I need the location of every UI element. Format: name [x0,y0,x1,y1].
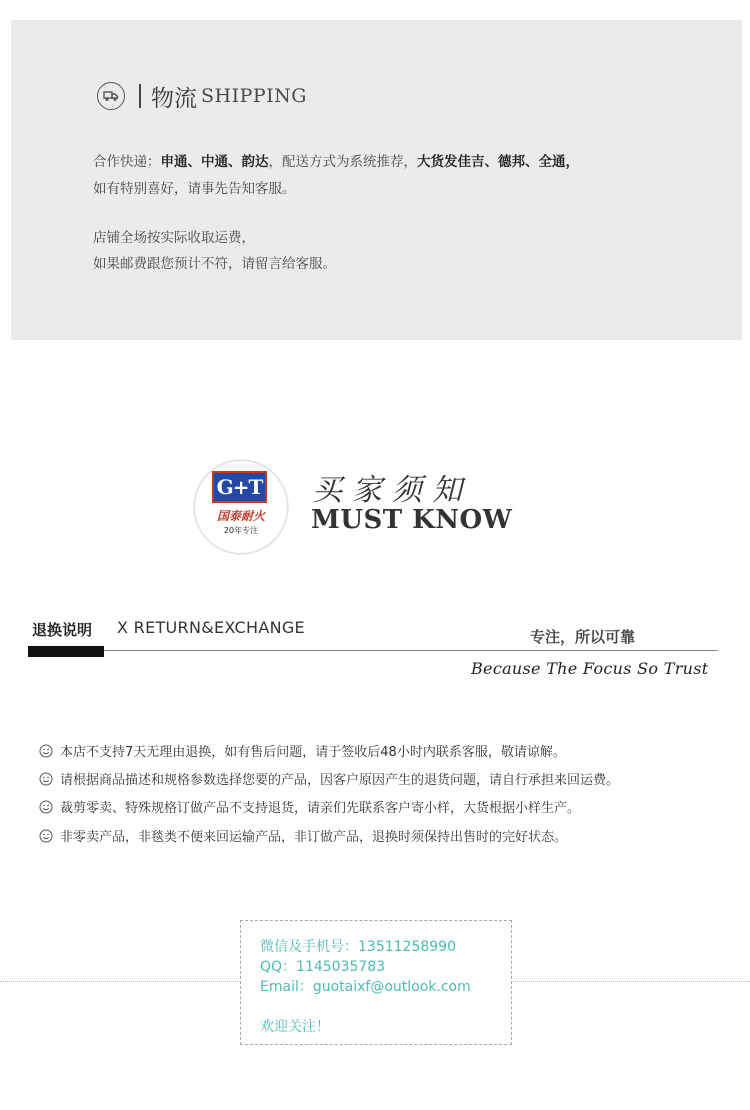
must-know-title-cn: 买家须知 [312,473,472,508]
smile-icon [39,744,53,758]
contact-email[interactable]: Email：guotaixf@outlook.com [260,979,471,995]
couriers-list: 申通、中通、韵达 [160,154,269,170]
truck-icon [97,82,125,110]
contact-wechat-phone[interactable]: 微信及手机号：13511258990 [260,939,456,955]
logo-brand-name: 国泰耐火 [216,509,265,523]
return-rule-text: 请根据商品描述和规格参数选择您要的产品，因客户原因产生的退货问题，请自行承担来回运费。 [60,773,620,788]
section-accent-bar [28,646,104,657]
return-rule [39,826,567,845]
logo-mark: G+T [212,471,267,503]
shipping-couriers [93,150,579,170]
smile-icon [39,800,53,814]
smile-icon [39,829,53,843]
return-title-cn: 退换说明 [32,621,93,639]
bulk-couriers: 大货发佳吉、德邦、全通， [417,154,579,170]
contact-qq[interactable]: QQ：1145035783 [260,959,386,975]
shipping-fee-contact: 如果邮费跟您预计不符，请留言给客服。 [93,256,336,272]
shipping-panel [11,20,742,340]
header-divider [139,84,141,108]
return-title-en: X RETURN&EXCHANGE [117,618,305,637]
shipping-fee-note: 店铺全场按实际收取运费， [93,230,255,246]
contact-welcome: 欢迎关注！ [260,1019,330,1035]
return-rule-text: 裁剪零卖、特殊规格订做产品不支持退货，请亲们先联系客户寄小样，大货根据小样生产。 [60,801,581,816]
contact-card [240,920,512,1045]
brand-logo [194,460,288,554]
shipping-title-cn: 物流 [151,85,197,112]
return-rule-text: 非零卖产品，非毯类不便来回运输产品，非订做产品，退换时须保持出售时的完好状态。 [60,830,568,845]
return-rule [39,741,566,760]
shipping-header [97,80,307,112]
section-divider [104,650,718,651]
couriers-label: 合作快递： [93,154,161,170]
logo-tagline: 20年专注 [223,526,259,535]
return-rule [39,797,580,816]
return-rule [39,769,619,788]
slogan-cn: 专注，所以可靠 [530,628,636,646]
must-know-title-en: MUST KNOW [311,505,513,535]
shipping-preference-note: 如有特别喜好，请事先告知客服。 [93,181,296,197]
smile-icon [39,772,53,786]
return-rule-text: 本店不支持7天无理由退换，如有售后问题，请于签收后48小时内联系客服，敬请谅解。 [60,745,566,760]
shipping-title-en: SHIPPING [201,85,307,107]
slogan-en: Because The Focus So Trust [471,659,709,678]
couriers-note: ，配送方式为系统推荐， [268,154,417,170]
